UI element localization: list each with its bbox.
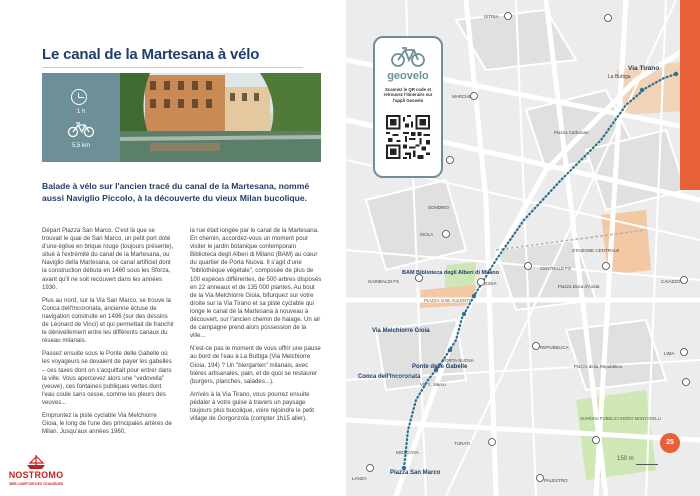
map-scale: 150 m bbox=[617, 456, 634, 462]
distance-value: 5,5 km bbox=[71, 143, 90, 149]
map-label-centrale: CENTRALE FS bbox=[540, 266, 572, 271]
bicycle-icon bbox=[66, 122, 96, 138]
paragraph: Arrivés à la Via Tirano, vous pourrez ensuite pédaler à votre guise à travers un paysage toujours plus bucolique, voire rejoindre le petit village de Gorgonzola (compter 1h15 aller). bbox=[190, 390, 314, 423]
title-divider bbox=[42, 67, 303, 68]
map-label-via-gioia: Via Melchiorre Gioia bbox=[372, 328, 430, 334]
map-label-san-marco: Piazza San Marco bbox=[390, 470, 441, 476]
paragraph: N'est-ce pas le moment de vous offrir une pause au bord de l'eau à La Buttiga (Via Melchiorre Gioia, 194) ? Un "biergarten" milanais, avec bières artisanales, pain, et de quoi se restaurer (burgers, planches, salades...). bbox=[190, 345, 321, 385]
map-label-repubblica: REPUBBLICA bbox=[540, 345, 569, 350]
paragraph: Passez ensuite sous le Ponte delle Gabelle où les voyageurs se devaient de payer les gabelles – ces taxes dont on s'acquittait pour entrer dans la ville. Vous apercevez alors une "vedovella" (veuve), ces fontaines publiques vertes dont l'eau coule sans cesse, comme les pleurs des veuves... bbox=[42, 350, 172, 406]
map-scale-bar bbox=[636, 464, 658, 465]
page-number: 25 bbox=[660, 433, 680, 453]
map-label-gae-aulenti: PIAZZA GAE AULENTI bbox=[424, 298, 471, 303]
map-label-sondrio: SONDRIO bbox=[428, 205, 450, 210]
info-panel bbox=[42, 73, 120, 162]
map-label-la-buttiga: La Buttiga bbox=[608, 74, 631, 80]
canal-photo bbox=[120, 73, 321, 162]
paragraph: Plus au nord, sur la Via San Marco, se trouve la Conca dell'Incoronata, ancienne écluse de navigation construite en 1496 (sur des dessins de Léonard de Vinci) et qui permettait de franchir le dénivellement entre les différents canaux du réseau milanais. bbox=[42, 296, 174, 345]
map-label-isola: ISOLA bbox=[420, 232, 434, 237]
paragraph: Départ Piazza San Marco. C'est là que se trouvait le quai de San Marco, un petit port doté d'une église en brique rouge (toujours présente), situé à l'extrémité du canal de la Martesana, ou Naviglio della Martesana, ce canal artificiel dont la construction débuta en 1460 sous les Sforza, avant qu'il ne soit recouvert dans les années 1930. bbox=[42, 227, 174, 291]
map-label-istria: ISTRIA bbox=[484, 14, 499, 19]
map-label-palestro: PALESTRO bbox=[544, 478, 568, 483]
text-page bbox=[0, 0, 346, 496]
geovelo-card bbox=[373, 36, 443, 178]
map-label-piazza-repubblica: Piazza della Repubblica bbox=[574, 364, 623, 369]
logo-tagline: WEB COMPTOIR DES VOYAGEURS bbox=[9, 482, 63, 486]
map-label-conca: Conca dell'Incoronata bbox=[358, 374, 421, 380]
qr-code-icon[interactable] bbox=[386, 115, 430, 159]
page-title: Le canal de la Martesana à vélo bbox=[42, 46, 260, 63]
paragraph: Empruntez la piste cyclable Via Melchiorre Gioia, le long de l'une des principales artères de Milan. Jusqu'aux années 1960, bbox=[42, 411, 172, 436]
map-label-porta-nuova: PORTA NUOVA bbox=[442, 358, 474, 363]
map-label-via-tirano: Via Tirano bbox=[628, 65, 660, 72]
map-label-turati: TURATI bbox=[454, 441, 470, 446]
nostromo-logo bbox=[4, 454, 68, 490]
clock-icon bbox=[71, 89, 87, 105]
map-label-bam: BAM Biblioteca degli Alberi di Milano bbox=[402, 270, 499, 276]
paragraph: la rue était longée par le canal de la Martesana. En chemin, accordez-vous un moment pour visiter le jardin botanique contemporain Biblioteca degli Alberi di Milano (BAM) au cœur du quartier de Porta Nuova. Il s'agit d'une "bibliothèque végétale", composée de plus de 100 espèces différentes, de 500 arbres disposés en 22 anneaux et de 135 000 plantes. Au bout de la Via Melchiorre Gioia, bifurquez sur votre droite sur la Via Tirano et sa piste cyclable qui longe le canal de la Martesana à nouveau à découvert, sur l'ancien chemin de halage. Un air de campagne prend alors possession de la ville... bbox=[190, 227, 322, 340]
map-label-lima: LIMA bbox=[664, 351, 675, 356]
chapter-tab bbox=[680, 0, 700, 190]
logo-name: NOSTROMO bbox=[8, 470, 64, 480]
geovelo-instructions: Scannez le QR code et retrouvez l'itinéraire sur l'appli Geovelo bbox=[383, 87, 433, 103]
map-label-marche: MARCHE bbox=[452, 94, 472, 99]
map-label-lanza: LANZA bbox=[352, 476, 367, 481]
text-column-1 bbox=[42, 227, 174, 441]
map-label-caiazzo: CAIAZZO bbox=[661, 279, 681, 284]
map-label-stazione: STAZIONE CENTRALE bbox=[572, 248, 620, 253]
map-label-moscova: MOSCOVA bbox=[396, 450, 419, 455]
bicycle-icon bbox=[389, 46, 427, 68]
map-label-garibaldi: GARIBALDI FS bbox=[368, 279, 400, 284]
duration-value: 1 h bbox=[76, 109, 86, 115]
text-column-2 bbox=[190, 227, 322, 428]
map-label-carbonari: Piazza Carbonari bbox=[554, 130, 589, 135]
map-label-via-s-marco: Via S. Marco bbox=[420, 382, 446, 387]
geovelo-name: geovelo bbox=[387, 70, 429, 82]
ship-icon bbox=[24, 454, 48, 470]
map-label-giardini: GIARDINI PUBBLICI INDRO MONTANELLI bbox=[580, 416, 662, 421]
map-label-duca: Piazza Duca d'Aosta bbox=[558, 284, 600, 289]
map-label-gioia: GIOIA bbox=[484, 281, 497, 286]
map-label-ponte: Ponte delle Gabelle bbox=[412, 364, 468, 370]
intro-text: Balade à vélo sur l'ancien tracé du canal de la Martesana, nommé aussi Naviglio Piccolo, à la découverte du vieux Milan bucolique. bbox=[42, 181, 310, 203]
